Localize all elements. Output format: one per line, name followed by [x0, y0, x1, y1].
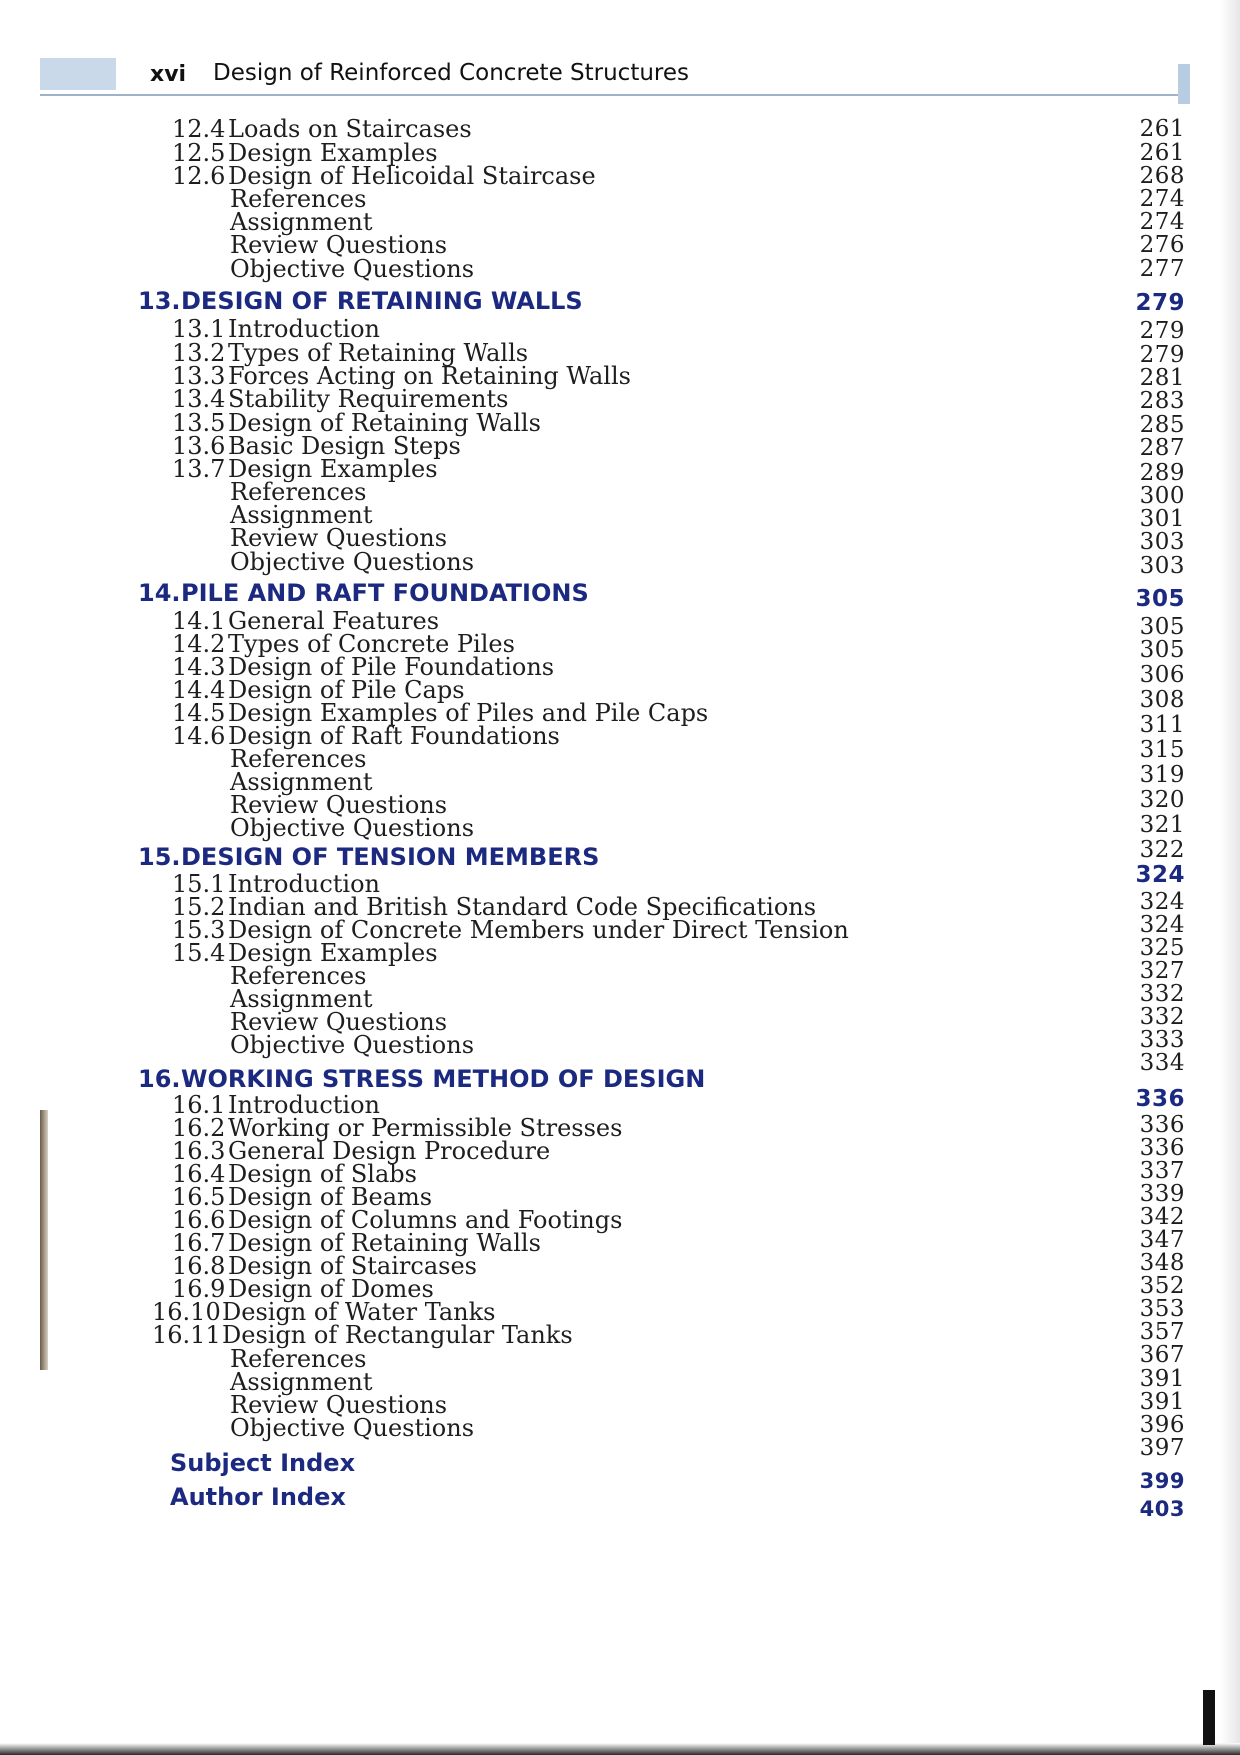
toc-entry-page: 357 — [1139, 1319, 1185, 1345]
toc-entry-title: Review Questions — [230, 524, 448, 552]
toc-entry-title: Objective Questions — [230, 814, 475, 842]
toc-entry-title: Forces Acting on Retaining Walls — [228, 362, 631, 390]
toc-entry-number: 16.2 — [172, 1114, 226, 1142]
toc-entry-page: 283 — [1139, 388, 1185, 414]
toc-entry-title: Design Examples — [228, 455, 438, 483]
toc-entry-page: 301 — [1139, 506, 1185, 532]
toc-entry — [0, 524, 1240, 555]
toc-chapter — [0, 288, 1240, 314]
toc-entry-page: 315 — [1139, 737, 1185, 763]
toc-entry-page: 285 — [1139, 412, 1185, 438]
toc-entry-title: Design of Pile Foundations — [228, 653, 555, 681]
toc-entry-number: 14.4 — [172, 676, 226, 704]
toc-entry-number: 13.7 — [172, 455, 226, 483]
toc-entry-title: Assignment — [230, 501, 373, 529]
toc-index-entry — [0, 1449, 1240, 1493]
toc-entry-page: 396 — [1139, 1412, 1185, 1438]
toc-entry-number: 13.4 — [172, 385, 226, 413]
toc-entry — [0, 1414, 1240, 1461]
toc-entry-title: Design of Water Tanks — [222, 1298, 496, 1326]
toc-entry-number: 16.6 — [172, 1206, 226, 1234]
toc-entry-page: 342 — [1139, 1204, 1185, 1230]
toc-entry-number: 14.6 — [172, 722, 226, 750]
toc-entry-number: 16.11 — [152, 1321, 221, 1349]
toc-entry-page: 367 — [1139, 1342, 1185, 1368]
toc-entry-title: Types of Retaining Walls — [228, 339, 529, 367]
toc-entry-number: 13.2 — [172, 339, 226, 367]
toc-entry-page: 347 — [1139, 1227, 1185, 1253]
toc-entry-title: Design of Rectangular Tanks — [222, 1321, 573, 1349]
toc-entry-number: 16.5 — [172, 1183, 226, 1211]
toc-entry-title: Stability Requirements — [228, 385, 509, 413]
toc-entry-page: 352 — [1139, 1273, 1185, 1299]
toc-entry-page: 320 — [1139, 787, 1185, 813]
toc-entry-number: 15.1 — [172, 870, 226, 898]
toc-entry-title: References — [230, 1345, 367, 1373]
toc-entry-title: Design of Raft Foundations — [228, 722, 560, 750]
toc-entry-title: Design of Retaining Walls — [228, 409, 541, 437]
header-page-number: xvi — [150, 62, 187, 87]
toc-entry-page: 391 — [1139, 1366, 1185, 1392]
toc-entry-title: Review Questions — [230, 1008, 448, 1036]
binding-mark — [1203, 1690, 1215, 1745]
toc-entry-title: Objective Questions — [230, 1414, 475, 1442]
toc-entry — [0, 256, 1240, 282]
toc-entry-title: Introduction — [228, 870, 380, 898]
toc-entry-title: Assignment — [230, 1368, 373, 1396]
toc-entry-number: 16.4 — [172, 1160, 226, 1188]
toc-entry-number: 13. — [138, 287, 181, 315]
toc-entry-number: 12.4 — [172, 115, 226, 143]
toc-entry-title: Author Index — [170, 1483, 346, 1511]
toc-entry-number: 13.1 — [172, 315, 226, 343]
toc-entry-page: 305 — [1139, 614, 1185, 640]
toc-entry-title: Subject Index — [170, 1449, 356, 1477]
toc-entry-number: 14.3 — [172, 653, 226, 681]
toc-entry-number: 12.5 — [172, 139, 226, 167]
toc-entry-title: Introduction — [228, 1091, 380, 1119]
toc-entry-number: 16. — [138, 1065, 181, 1093]
toc-entry-title: Design Examples — [228, 939, 438, 967]
header-color-tab — [40, 58, 116, 90]
toc-entry-page: 324 — [1139, 912, 1185, 938]
toc-entry-title: General Features — [228, 607, 440, 635]
toc-entry-number: 16.9 — [172, 1275, 226, 1303]
toc-entry-page: 281 — [1139, 365, 1185, 391]
toc-entry-page: 322 — [1139, 837, 1185, 863]
toc-entry-page: 334 — [1139, 1050, 1185, 1076]
toc-entry-title: References — [230, 745, 367, 773]
toc-entry-title: WORKING STRESS METHOD OF DESIGN — [181, 1065, 706, 1093]
toc-entry-number: 16.3 — [172, 1137, 226, 1165]
toc-entry-number: 16.7 — [172, 1229, 226, 1257]
toc-entry-title: DESIGN OF TENSION MEMBERS — [181, 843, 600, 871]
toc-entry-page: 325 — [1139, 935, 1185, 961]
toc-entry-page: 337 — [1139, 1158, 1185, 1184]
toc-entry-title: References — [230, 478, 367, 506]
toc-entry — [0, 1031, 1240, 1076]
toc-entry-page: 276 — [1139, 232, 1185, 258]
toc-entry-page: 279 — [1139, 342, 1185, 368]
toc-entry-page: 303 — [1139, 553, 1185, 579]
toc-entry-page: 391 — [1139, 1389, 1185, 1415]
toc-entry-title: Design of Helicoidal Staircase — [228, 162, 596, 190]
toc-entry-title: Assignment — [230, 208, 373, 236]
toc-entry-number: 14.2 — [172, 630, 226, 658]
toc-entry-title: Design of Beams — [228, 1183, 433, 1211]
toc-entry — [0, 548, 1240, 579]
toc-entry-page: 324 — [1135, 862, 1185, 888]
toc-entry-page: 399 — [1139, 1469, 1185, 1493]
page-bottom-shadow — [0, 1743, 1240, 1755]
toc-entry-number: 14.1 — [172, 607, 226, 635]
toc-entry-number: 12.6 — [172, 162, 226, 190]
toc-entry-page: 348 — [1139, 1250, 1185, 1276]
toc-entry-page: 305 — [1135, 586, 1185, 612]
toc-entry-page: 327 — [1139, 958, 1185, 984]
toc-entry-title: Assignment — [230, 768, 373, 796]
toc-entry-page: 397 — [1139, 1435, 1185, 1461]
toc-entry-page: 332 — [1139, 981, 1185, 1007]
toc-entry-page: 274 — [1139, 209, 1185, 235]
toc-chapter — [0, 579, 1240, 612]
toc-entry-title: Indian and British Standard Code Specifications — [228, 893, 817, 921]
toc-entry-page: 339 — [1139, 1181, 1185, 1207]
toc-entry-title: Design Examples of Piles and Pile Caps — [228, 699, 709, 727]
toc-entry-title: Objective Questions — [230, 548, 475, 576]
toc-entry-number: 13.3 — [172, 362, 226, 390]
toc-entry-title: DESIGN OF RETAINING WALLS — [181, 287, 583, 315]
toc-entry-title: Review Questions — [230, 1391, 448, 1419]
toc-entry-number: 16.10 — [152, 1298, 221, 1326]
toc-entry-title: General Design Procedure — [228, 1137, 551, 1165]
toc-entry-title: Design of Pile Caps — [228, 676, 465, 704]
toc-entry-page: 289 — [1139, 460, 1185, 486]
toc-entry-page: 336 — [1139, 1135, 1185, 1161]
toc-entry-page: 303 — [1139, 529, 1185, 555]
toc-entry-title: Design of Domes — [228, 1275, 434, 1303]
toc-entry-title: Objective Questions — [230, 1031, 475, 1059]
toc-entry-number: 15.2 — [172, 893, 226, 921]
running-header — [40, 56, 1190, 96]
toc-entry-title: References — [230, 962, 367, 990]
toc-entry-title: PILE AND RAFT FOUNDATIONS — [181, 579, 589, 607]
toc-entry — [0, 232, 1240, 258]
page-left-shadow — [40, 1110, 48, 1370]
toc-entry-title: Introduction — [228, 315, 380, 343]
toc-entry-title: Design of Retaining Walls — [228, 1229, 541, 1257]
toc-entry-page: 268 — [1139, 163, 1185, 189]
toc-entry-page: 279 — [1139, 318, 1185, 344]
toc-entry-title: Design of Slabs — [228, 1160, 417, 1188]
toc-entry-number: 15. — [138, 843, 181, 871]
toc-entry-page: 332 — [1139, 1004, 1185, 1030]
toc-entry-page: 324 — [1139, 889, 1185, 915]
toc-entry-number: 13.5 — [172, 409, 226, 437]
toc-entry-page: 311 — [1139, 712, 1185, 738]
toc-entry-title: Basic Design Steps — [228, 432, 461, 460]
toc-entry-page: 261 — [1139, 116, 1185, 142]
toc-entry-number: 16.1 — [172, 1091, 226, 1119]
toc-entry-page: 353 — [1139, 1296, 1185, 1322]
toc-entry-title: Design of Staircases — [228, 1252, 477, 1280]
toc-entry-page: 403 — [1139, 1497, 1185, 1521]
toc-entry-page: 336 — [1135, 1086, 1185, 1112]
toc-entry-number: 14.5 — [172, 699, 226, 727]
toc-entry-title: Types of Concrete Piles — [228, 630, 515, 658]
toc-entry-page: 319 — [1139, 762, 1185, 788]
toc-entry-page: 279 — [1135, 290, 1185, 316]
toc-entry-title: Working or Permissible Stresses — [228, 1114, 623, 1142]
toc-entry-title: References — [230, 185, 367, 213]
toc-entry-number: 14. — [138, 579, 181, 607]
toc-entry-page: 336 — [1139, 1112, 1185, 1138]
toc-entry-number: 13.6 — [172, 432, 226, 460]
toc-entry-page: 308 — [1139, 687, 1185, 713]
toc-entry-title: Design of Columns and Footings — [228, 1206, 623, 1234]
toc-entry-title: Loads on Staircases — [228, 115, 472, 143]
toc-entry-title: Review Questions — [230, 791, 448, 819]
toc-entry-title: Objective Questions — [230, 255, 475, 283]
toc-entry-page: 300 — [1139, 483, 1185, 509]
toc-index-entry — [0, 1483, 1240, 1521]
toc-entry-page: 321 — [1139, 812, 1185, 838]
toc-entry-page: 261 — [1139, 140, 1185, 166]
toc-entry-title: Design Examples — [228, 139, 438, 167]
toc-entry-number: 15.4 — [172, 939, 226, 967]
toc-entry-title: Assignment — [230, 985, 373, 1013]
toc-entry-title: Design of Concrete Members under Direct Tension — [228, 916, 849, 944]
toc-entry-page: 274 — [1139, 186, 1185, 212]
toc-entry-number: 16.8 — [172, 1252, 226, 1280]
toc-entry-page: 287 — [1139, 435, 1185, 461]
header-right-bar — [1178, 64, 1190, 104]
toc-entry-title: Review Questions — [230, 231, 448, 259]
header-book-title: Design of Reinforced Concrete Structures — [213, 60, 690, 86]
toc-entry-number: 15.3 — [172, 916, 226, 944]
toc-entry-page: 305 — [1139, 637, 1185, 663]
toc-entry-page: 333 — [1139, 1027, 1185, 1053]
toc-entry-page: 277 — [1139, 256, 1185, 282]
toc-entry-page: 306 — [1139, 662, 1185, 688]
